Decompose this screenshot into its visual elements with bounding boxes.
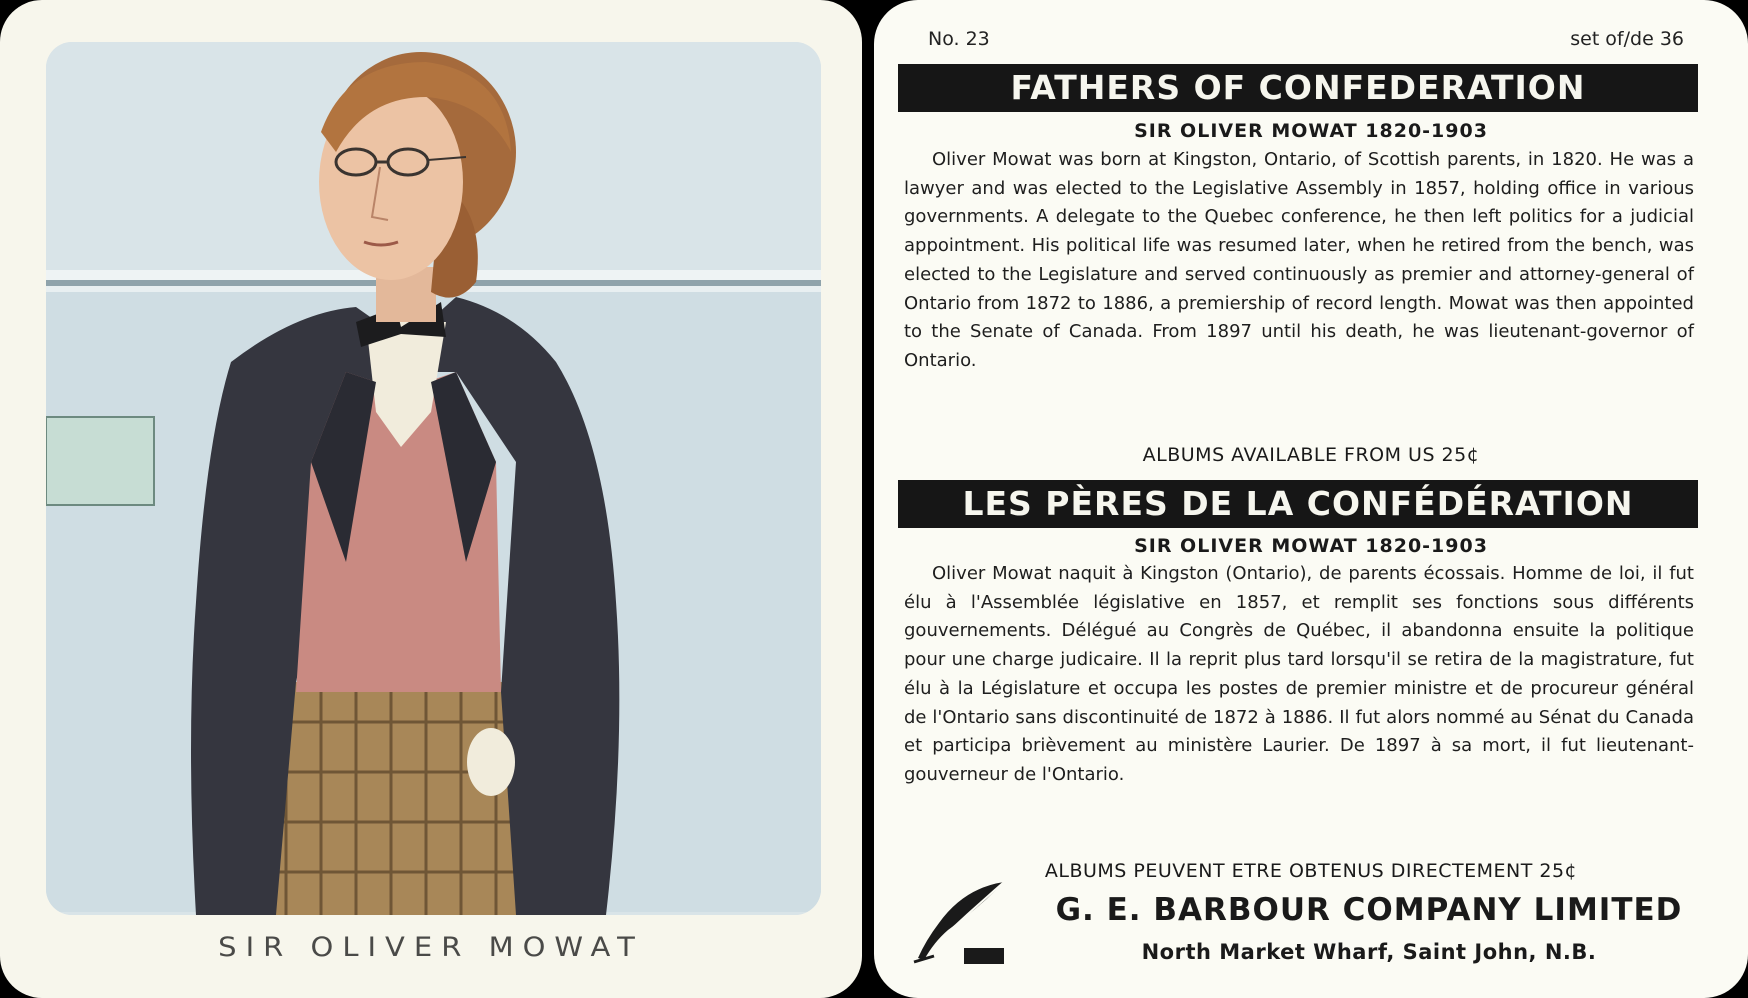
company-address: North Market Wharf, Saint John, N.B. — [1141, 940, 1597, 964]
french-banner: LES PÈRES DE LA CONFÉDÉRATION — [898, 480, 1698, 528]
french-subhead: SIR OLIVER MOWAT 1820-1903 — [1134, 535, 1488, 557]
portrait-illustration — [46, 42, 821, 915]
card-number: No. 23 — [928, 28, 990, 50]
french-biography: Oliver Mowat naquit à Kingston (Ontario), de parents écossais. Homme de loi, il fut élu à l'Assemblée législative en 1857, et remplit ses fonctions sous différents gouvernements. Délégué au Congrès de Québec, il abandonna ensuite la politique pour une charge judicaire. Il la reprit plus tard lorsqu'il se retira de la magistrature, fut élu à la Législature et occupa les postes de premier ministre et de procureur général de l'Ontario sans discontinuité de 1872 à 1886. Il fut alors nommé au Sénat du Canada et participa brièvement au ministère Laurier. De 1897 à sa mort, il fut lieutenant-gouverneur de l'Ontario. — [904, 563, 1694, 785]
wall-plaque — [46, 417, 154, 505]
english-albums-notice: ALBUMS AVAILABLE FROM US 25¢ — [1142, 444, 1480, 466]
english-banner: FATHERS OF CONFEDERATION — [898, 64, 1698, 112]
english-biography: Oliver Mowat was born at Kingston, Ontario, of Scottish parents, in 1820. He was a lawyer and was elected to the Legislative Assembly in 1857, holding office in various governments. A delegate to the Quebec conference, he then left politics for a judicial appointment. His political life was resumed later, when he retired from the bench, was elected to the Legislature and served continuously as premier and attorney-general of Ontario from 1872 to 1886, a premiership of record length. Mowat was then appointed to the Senate of Canada. From 1897 until his death, he was lieutenant-governor of Ontario. — [904, 149, 1694, 371]
english-subhead: SIR OLIVER MOWAT 1820-1903 — [1134, 120, 1488, 142]
front-caption: SIR OLIVER MOWAT — [218, 931, 644, 963]
card-front — [0, 0, 862, 998]
quill-pen-icon — [904, 878, 1014, 968]
company-name: G. E. BARBOUR COMPANY LIMITED — [1055, 892, 1683, 928]
card-back — [874, 0, 1748, 998]
french-albums-notice: ALBUMS PEUVENT ETRE OBTENUS DIRECTEMENT 25¢ — [1044, 860, 1578, 882]
set-label: set of/de 36 — [1570, 28, 1684, 50]
